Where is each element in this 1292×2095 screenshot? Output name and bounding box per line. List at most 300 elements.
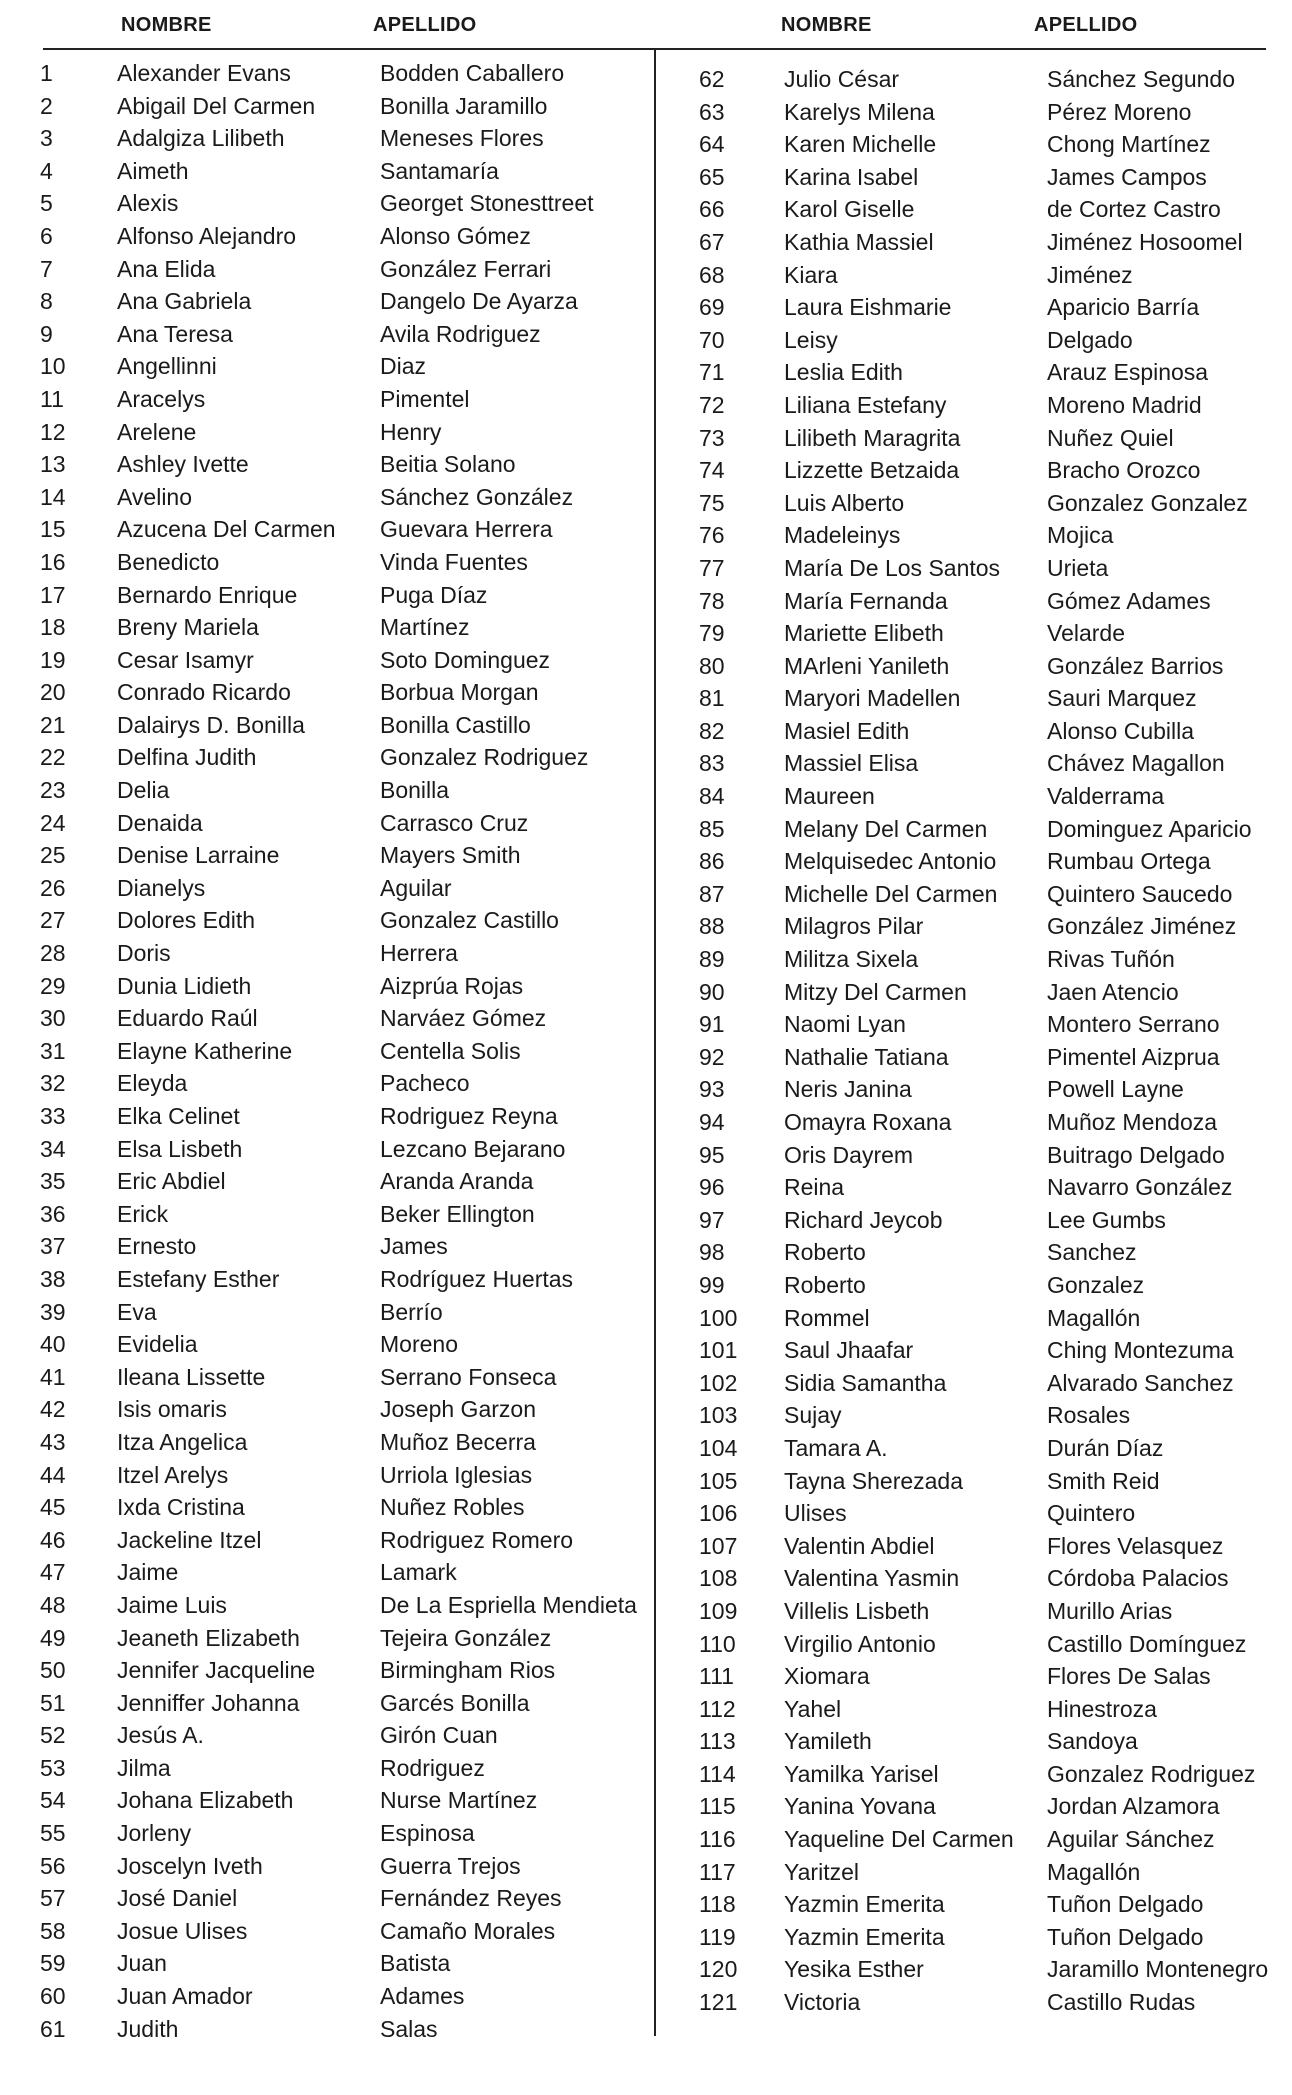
last-name: Nuñez Robles (380, 1494, 525, 1521)
list-item (660, 780, 1292, 813)
first-name: Eric Abdiel (117, 1168, 226, 1195)
list-item (660, 96, 1292, 129)
row-number: 87 (699, 880, 725, 907)
list-item (0, 1915, 650, 1948)
list-item (0, 839, 650, 872)
row-number: 6 (40, 222, 53, 249)
last-name: James (380, 1233, 448, 1260)
first-name: Xiomara (784, 1663, 870, 1690)
first-name: Cesar Isamyr (117, 646, 254, 673)
last-name: Bodden Caballero (380, 60, 565, 86)
row-number: 30 (40, 1005, 66, 1032)
row-number: 48 (40, 1591, 66, 1618)
row-number: 99 (699, 1271, 725, 1298)
first-name: Lizzette Betzaida (784, 457, 960, 484)
first-name: Eduardo Raúl (117, 1005, 258, 1032)
last-name: Pérez Moreno (1047, 98, 1192, 125)
row-number: 120 (699, 1956, 738, 1983)
left-header-apellido: APELLIDO (373, 14, 477, 36)
row-number: 29 (40, 972, 66, 999)
last-name: Dangelo De Ayarza (380, 288, 578, 315)
row-number: 11 (40, 385, 64, 412)
row-number: 33 (40, 1103, 66, 1129)
row-number: 92 (699, 1043, 725, 1070)
row-number: 41 (40, 1363, 66, 1390)
row-number: 85 (699, 815, 725, 842)
first-name: Rommel (784, 1304, 870, 1331)
list-item (0, 774, 650, 807)
first-name: Leisy (784, 326, 838, 353)
first-name: Angellinni (117, 353, 217, 380)
last-name: Jaramillo Montenegro (1047, 1956, 1269, 1983)
last-name: Sandoya (1047, 1728, 1138, 1755)
row-number: 31 (40, 1037, 66, 1064)
first-name: Karina Isabel (784, 163, 919, 190)
last-name: Muñoz Becerra (380, 1428, 536, 1455)
last-name: Valderrama (1047, 783, 1165, 810)
row-number: 97 (699, 1206, 725, 1233)
list-item (660, 650, 1292, 683)
first-name: Delfina Judith (117, 744, 257, 771)
row-number: 36 (40, 1200, 66, 1227)
first-name: Conrado Ricardo (117, 679, 291, 706)
row-number: 44 (40, 1461, 66, 1488)
first-name: Ana Teresa (117, 320, 233, 347)
row-number: 100 (699, 1304, 738, 1331)
last-name: Chong Martínez (1047, 131, 1211, 158)
last-name: Flores De Salas (1047, 1663, 1211, 1690)
row-number: 25 (40, 842, 66, 869)
list-item (0, 741, 650, 774)
list-item (660, 878, 1292, 911)
list-item (660, 1008, 1292, 1041)
list-item (0, 122, 650, 155)
list-item (660, 291, 1292, 324)
list-item (0, 285, 650, 318)
list-item (660, 1334, 1292, 1367)
row-number: 43 (40, 1428, 66, 1455)
row-number: 83 (699, 750, 725, 777)
list-item (660, 1041, 1292, 1074)
first-name: Ileana Lissette (117, 1363, 266, 1390)
row-number: 93 (699, 1076, 725, 1103)
row-number: 67 (699, 228, 725, 255)
row-number: 84 (699, 783, 725, 810)
last-name: Rodríguez Huertas (380, 1265, 574, 1292)
first-name: Naomi Lyan (784, 1011, 906, 1038)
last-name: Nuñez Quiel (1047, 424, 1174, 451)
list-item (0, 1524, 650, 1557)
first-name: Julio César (784, 66, 900, 92)
row-number: 59 (40, 1950, 66, 1977)
first-name: Ernesto (117, 1233, 197, 1260)
row-number: 7 (40, 255, 53, 282)
last-name: Lee Gumbs (1047, 1206, 1166, 1233)
row-number: 71 (699, 359, 725, 386)
first-name: Villelis Lisbeth (784, 1597, 930, 1624)
first-name: Kiara (784, 261, 838, 288)
first-name: Michelle Del Carmen (784, 880, 998, 907)
last-name: Castillo Rudas (1047, 1989, 1196, 2016)
first-name: Delia (117, 777, 170, 804)
first-name: Aracelys (117, 385, 206, 412)
first-name: Nathalie Tatiana (784, 1043, 949, 1070)
first-name: Madeleinys (784, 522, 901, 549)
first-name: Aimeth (117, 157, 189, 184)
first-name: Militza Sixela (784, 946, 919, 973)
list-item (0, 644, 650, 677)
row-number: 54 (40, 1787, 66, 1814)
list-item (0, 1947, 650, 1980)
last-name: Beker Ellington (380, 1200, 535, 1227)
list-item (0, 1654, 650, 1687)
first-name: Jenniffer Johanna (117, 1689, 300, 1716)
row-number: 35 (40, 1168, 66, 1195)
last-name: Gonzalez Rodriguez (1047, 1760, 1256, 1787)
row-number: 82 (699, 717, 725, 744)
row-number: 104 (699, 1434, 738, 1461)
list-item (0, 187, 650, 220)
row-number: 95 (699, 1141, 725, 1168)
list-item (660, 324, 1292, 357)
row-number: 16 (40, 548, 66, 575)
list-item (0, 1556, 650, 1589)
last-name: Chávez Magallon (1047, 750, 1225, 777)
first-name: Ashley Ivette (117, 451, 249, 478)
list-item (0, 1752, 650, 1785)
last-name: Jaen Atencio (1047, 978, 1179, 1005)
list-item (0, 1882, 650, 1915)
list-item (660, 1953, 1292, 1986)
last-name: Flores Velasquez (1047, 1532, 1224, 1559)
list-item (0, 1165, 650, 1198)
first-name: Dolores Edith (117, 907, 256, 934)
row-number: 4 (40, 157, 53, 184)
row-number: 47 (40, 1559, 66, 1586)
first-name: Roberto (784, 1239, 866, 1266)
list-item (0, 1850, 650, 1883)
first-name: Elka Celinet (117, 1103, 240, 1129)
list-item (660, 682, 1292, 715)
row-number: 1 (40, 60, 53, 86)
first-name: Yamileth (784, 1728, 872, 1755)
last-name: Navarro González (1047, 1174, 1233, 1201)
last-name: Berrío (380, 1298, 443, 1325)
first-name: Sidia Samantha (784, 1369, 947, 1396)
first-name: Jeaneth Elizabeth (117, 1624, 300, 1651)
first-name: Luis Alberto (784, 489, 905, 516)
list-item (660, 1106, 1292, 1139)
list-item (0, 1687, 650, 1720)
last-name: Adames (380, 1983, 465, 2010)
last-name: Tejeira González (380, 1624, 552, 1651)
first-name: Maureen (784, 783, 875, 810)
list-item (660, 1171, 1292, 1204)
list-item (660, 943, 1292, 976)
first-name: Johana Elizabeth (117, 1787, 294, 1814)
first-name: Yazmin Emerita (784, 1923, 945, 1950)
last-name: Pacheco (380, 1070, 470, 1097)
row-number: 45 (40, 1494, 66, 1521)
list-item (660, 585, 1292, 618)
first-name: Saul Jhaafar (784, 1337, 914, 1364)
row-number: 24 (40, 809, 66, 836)
first-name: Yahel (784, 1695, 842, 1722)
first-name: Oris Dayrem (784, 1141, 914, 1168)
list-item (0, 1035, 650, 1068)
first-name: Omayra Roxana (784, 1109, 952, 1135)
first-name: Leslia Edith (784, 359, 903, 386)
first-name: María Fernanda (784, 587, 948, 614)
last-name: Urriola Iglesias (380, 1461, 533, 1488)
first-name: Azucena Del Carmen (117, 516, 336, 543)
row-number: 23 (40, 777, 66, 804)
row-number: 27 (40, 907, 66, 934)
first-name: Victoria (784, 1989, 861, 2016)
last-name: Aguilar (380, 874, 452, 901)
last-name: Buitrago Delgado (1047, 1141, 1225, 1168)
first-name: Yaritzel (784, 1858, 859, 1885)
last-name: Diaz (380, 353, 427, 380)
last-name: Montero Serrano (1047, 1011, 1220, 1038)
last-name: Joseph Garzon (380, 1396, 536, 1423)
list-item (660, 193, 1292, 226)
list-item (660, 1790, 1292, 1823)
first-name: Avelino (117, 483, 193, 510)
first-name: Virgilio Antonio (784, 1630, 936, 1657)
row-number: 38 (40, 1265, 66, 1292)
row-number: 107 (699, 1532, 738, 1559)
last-name: Avila Rodriguez (380, 320, 541, 347)
row-number: 58 (40, 1917, 66, 1944)
row-number: 115 (699, 1793, 736, 1820)
last-name: Pimentel (380, 385, 470, 412)
row-number: 73 (699, 424, 725, 451)
last-name: Beitia Solano (380, 451, 516, 478)
first-name: Karen Michelle (784, 131, 937, 158)
first-name: Joscelyn Iveth (117, 1852, 263, 1879)
last-name: Moreno (380, 1331, 458, 1358)
list-item (660, 1986, 1292, 2019)
row-number: 50 (40, 1657, 66, 1684)
column-divider (654, 48, 656, 2036)
last-name: Dominguez Aparicio (1047, 815, 1252, 842)
last-name: Murillo Arias (1047, 1597, 1173, 1624)
first-name: Kathia Massiel (784, 228, 934, 255)
last-name: Centella Solis (380, 1037, 521, 1064)
first-name: Denise Larraine (117, 842, 280, 869)
list-item (0, 155, 650, 188)
row-number: 91 (699, 1011, 725, 1038)
list-item (0, 1198, 650, 1231)
row-number: 108 (699, 1565, 738, 1592)
list-item (660, 161, 1292, 194)
list-item (660, 1367, 1292, 1400)
list-item (0, 1230, 650, 1263)
list-item (0, 676, 650, 709)
first-name: Dianelys (117, 874, 206, 901)
row-number: 68 (699, 261, 725, 288)
row-number: 65 (699, 163, 725, 190)
row-number: 10 (40, 353, 66, 380)
row-number: 39 (40, 1298, 66, 1325)
first-name: Jorleny (117, 1820, 192, 1847)
last-name: Mayers Smith (380, 842, 521, 869)
list-item (660, 1139, 1292, 1172)
first-name: Doris (117, 940, 171, 967)
last-name: Jordan Alzamora (1047, 1793, 1220, 1820)
list-item (660, 910, 1292, 943)
last-name: Powell Layne (1047, 1076, 1184, 1103)
row-number: 42 (40, 1396, 66, 1423)
first-name: Josue Ulises (117, 1917, 248, 1944)
list-item (660, 715, 1292, 748)
first-name: Jilma (117, 1754, 171, 1781)
last-name: Sauri Marquez (1047, 685, 1197, 712)
last-name: Bonilla Jaramillo (380, 92, 548, 119)
row-number: 28 (40, 940, 66, 967)
last-name: Aranda Aranda (380, 1168, 534, 1195)
list-item (0, 383, 650, 416)
last-name: Delgado (1047, 326, 1133, 353)
list-item (660, 1856, 1292, 1889)
last-name: Borbua Morgan (380, 679, 539, 706)
row-number: 117 (699, 1858, 736, 1885)
last-name: De La Espriella Mendieta (380, 1591, 637, 1618)
row-number: 53 (40, 1754, 66, 1781)
first-name: Reina (784, 1174, 845, 1201)
list-item (660, 747, 1292, 780)
first-name: Lilibeth Maragrita (784, 424, 961, 451)
list-item (660, 976, 1292, 1009)
list-item (0, 481, 650, 514)
row-number: 55 (40, 1820, 66, 1847)
row-number: 20 (40, 679, 66, 706)
list-item (660, 226, 1292, 259)
row-number: 118 (699, 1891, 736, 1918)
first-name: Massiel Elisa (784, 750, 919, 777)
last-name: Bonilla (380, 777, 450, 804)
row-number: 113 (699, 1728, 736, 1755)
row-number: 12 (40, 418, 66, 445)
row-number: 49 (40, 1624, 66, 1651)
row-number: 86 (699, 848, 725, 875)
row-number: 75 (699, 489, 725, 516)
last-name: Castillo Domínguez (1047, 1630, 1247, 1657)
row-number: 112 (699, 1695, 736, 1722)
row-number: 61 (40, 2015, 66, 2042)
row-number: 40 (40, 1331, 66, 1358)
row-number: 96 (699, 1174, 725, 1201)
last-name: Batista (380, 1950, 451, 1977)
first-name: Tamara A. (784, 1434, 888, 1461)
list-item (0, 57, 650, 90)
list-item (0, 937, 650, 970)
row-number: 109 (699, 1597, 738, 1624)
row-number: 121 (699, 1989, 738, 2016)
right-header-apellido: APELLIDO (1034, 14, 1138, 36)
row-number: 15 (40, 516, 66, 543)
row-number: 63 (699, 98, 725, 125)
list-item (0, 1100, 650, 1133)
row-number: 9 (40, 320, 53, 347)
row-number: 111 (699, 1663, 734, 1690)
first-name: Jesús A. (117, 1722, 204, 1749)
row-number: 88 (699, 913, 725, 940)
last-name: Velarde (1047, 620, 1126, 647)
list-item (660, 1823, 1292, 1856)
first-name: Breny Mariela (117, 614, 259, 641)
list-item (0, 416, 650, 449)
list-item (660, 1921, 1292, 1954)
row-number: 89 (699, 946, 725, 973)
list-item (0, 807, 650, 840)
list-item (660, 617, 1292, 650)
last-name: Soto Dominguez (380, 646, 551, 673)
last-name: Muñoz Mendoza (1047, 1109, 1218, 1135)
last-name: Hinestroza (1047, 1695, 1157, 1722)
last-name: Magallón (1047, 1858, 1141, 1885)
last-name: Bonilla Castillo (380, 711, 531, 738)
row-number: 21 (40, 711, 66, 738)
list-item (0, 904, 650, 937)
list-item (660, 389, 1292, 422)
first-name: MArleni Yanileth (784, 652, 950, 679)
row-number: 79 (699, 620, 725, 647)
first-name: María De Los Santos (784, 554, 1001, 581)
last-name: Guevara Herrera (380, 516, 553, 543)
left-name-list (0, 57, 650, 2045)
last-name: Rivas Tuñón (1047, 946, 1175, 973)
first-name: Karol Giselle (784, 196, 915, 223)
last-name: Rodriguez Romero (380, 1526, 574, 1553)
list-item (660, 1236, 1292, 1269)
last-name: Fernández Reyes (380, 1885, 562, 1912)
row-number: 66 (699, 196, 725, 223)
row-number: 119 (699, 1923, 736, 1950)
last-name: Camaño Morales (380, 1917, 556, 1944)
last-name: Tuñon Delgado (1047, 1923, 1204, 1950)
row-number: 81 (699, 685, 725, 712)
first-name: Eva (117, 1298, 157, 1325)
first-name: Itzel Arelys (117, 1461, 229, 1488)
list-item (660, 813, 1292, 846)
first-name: Isis omaris (117, 1396, 227, 1423)
row-number: 114 (699, 1760, 736, 1787)
first-name: Dalairys D. Bonilla (117, 711, 305, 738)
first-name: Alfonso Alejandro (117, 222, 297, 249)
list-item (660, 1595, 1292, 1628)
list-item (0, 1002, 650, 1035)
first-name: Yamilka Yarisel (784, 1760, 939, 1787)
last-name: Aizprúa Rojas (380, 972, 524, 999)
first-name: Juan (117, 1950, 167, 1977)
first-name: Adalgiza Lilibeth (117, 125, 285, 152)
list-item (660, 1660, 1292, 1693)
row-number: 2 (40, 92, 53, 119)
row-number: 13 (40, 451, 66, 478)
last-name: Sanchez (1047, 1239, 1137, 1266)
row-number: 5 (40, 190, 53, 217)
first-name: Itza Angelica (117, 1428, 248, 1455)
row-number: 62 (699, 66, 725, 92)
last-name: Henry (380, 418, 442, 445)
row-number: 110 (699, 1630, 736, 1657)
last-name: Arauz Espinosa (1047, 359, 1209, 386)
row-number: 94 (699, 1109, 725, 1135)
first-name: Yazmin Emerita (784, 1891, 945, 1918)
list-item (0, 318, 650, 351)
